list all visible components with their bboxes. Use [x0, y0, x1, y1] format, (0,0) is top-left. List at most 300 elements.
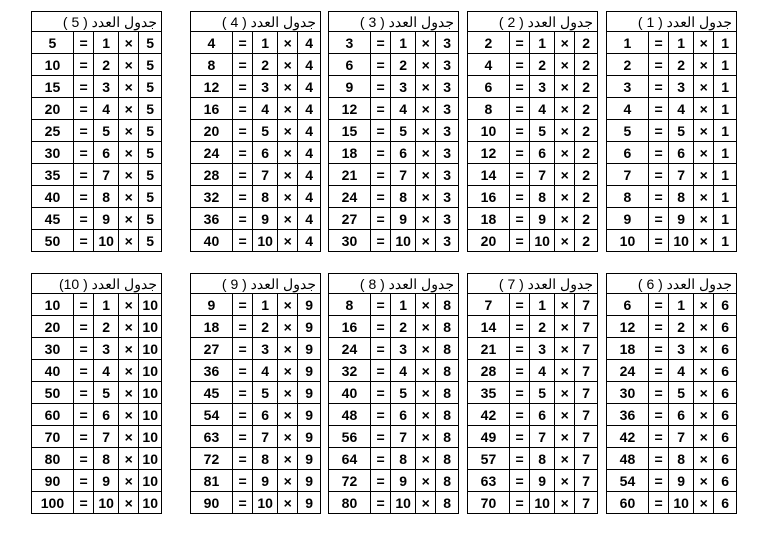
times-cell: × [416, 360, 436, 382]
table-row [468, 142, 598, 164]
multiplier-cell: 3 [530, 76, 555, 98]
table-title [607, 274, 737, 294]
multiplier-cell: 8 [669, 448, 694, 470]
product-cell: 20 [32, 316, 74, 338]
table-row [468, 316, 598, 338]
table-row [32, 230, 162, 252]
times-cell: × [416, 492, 436, 514]
equals-cell: = [370, 164, 390, 186]
equals-cell: = [509, 32, 529, 54]
base-number-cell: 1 [714, 186, 737, 208]
multiplier-cell: 8 [391, 448, 416, 470]
equals-cell: = [232, 142, 252, 164]
equals-cell: = [370, 426, 390, 448]
product-cell: 12 [191, 76, 233, 98]
times-cell: × [694, 426, 714, 448]
times-cell: × [278, 382, 298, 404]
times-cell: × [416, 120, 436, 142]
equals-cell: = [232, 76, 252, 98]
times-cell: × [555, 316, 575, 338]
equals-cell: = [232, 208, 252, 230]
times-cell: × [694, 208, 714, 230]
times-cell: × [119, 316, 139, 338]
table-row [468, 76, 598, 98]
equals-cell: = [370, 32, 390, 54]
product-cell: 20 [468, 230, 510, 252]
times-cell: × [416, 32, 436, 54]
multiplier-cell: 4 [253, 360, 278, 382]
base-number-cell: 8 [436, 448, 459, 470]
base-number-cell: 1 [714, 76, 737, 98]
table-row [191, 98, 321, 120]
times-cell: × [278, 404, 298, 426]
multiplier-cell: 8 [94, 448, 119, 470]
base-number-cell: 3 [436, 76, 459, 98]
equals-cell: = [370, 54, 390, 76]
multiplier-cell: 1 [669, 32, 694, 54]
table-2 [467, 11, 598, 252]
product-cell: 45 [191, 382, 233, 404]
product-cell: 16 [191, 98, 233, 120]
table-title-number: ( 4 ) [221, 13, 247, 30]
table-header-row [329, 12, 459, 32]
table-title-label: جدول العدد [388, 13, 454, 30]
base-number-cell: 1 [714, 98, 737, 120]
table-row [32, 142, 162, 164]
table-row [32, 448, 162, 470]
table-header-row [468, 274, 598, 294]
table-row [329, 142, 459, 164]
table-10 [31, 273, 162, 514]
product-cell: 14 [468, 164, 510, 186]
times-cell: × [416, 186, 436, 208]
base-number-cell: 2 [575, 208, 598, 230]
equals-cell: = [370, 338, 390, 360]
times-cell: × [119, 164, 139, 186]
base-number-cell: 4 [298, 230, 321, 252]
multiplier-cell: 4 [530, 360, 555, 382]
table-header-row [607, 274, 737, 294]
base-number-cell: 9 [298, 294, 321, 316]
table-row [607, 404, 737, 426]
times-cell: × [694, 54, 714, 76]
times-cell: × [278, 164, 298, 186]
product-cell: 50 [32, 230, 74, 252]
product-cell: 16 [468, 186, 510, 208]
table-title-number: ( 1 ) [637, 13, 663, 30]
multiplier-cell: 5 [253, 382, 278, 404]
equals-cell: = [370, 448, 390, 470]
product-cell: 63 [191, 426, 233, 448]
product-cell: 7 [468, 294, 510, 316]
table-row [191, 186, 321, 208]
equals-cell: = [370, 316, 390, 338]
product-cell: 5 [607, 120, 649, 142]
table-title [191, 12, 321, 32]
base-number-cell: 7 [575, 316, 598, 338]
equals-cell: = [370, 294, 390, 316]
base-number-cell: 4 [298, 54, 321, 76]
table-row [191, 120, 321, 142]
base-number-cell: 4 [298, 76, 321, 98]
table-row [329, 54, 459, 76]
base-number-cell: 8 [436, 360, 459, 382]
table-row [607, 230, 737, 252]
product-cell: 56 [329, 426, 371, 448]
table-title-label: جدول العدد [250, 13, 316, 30]
table-title-number: ( 5 ) [62, 13, 88, 30]
multiplier-cell: 7 [669, 164, 694, 186]
times-cell: × [416, 294, 436, 316]
times-cell: × [555, 208, 575, 230]
multiplier-cell: 7 [530, 164, 555, 186]
product-cell: 6 [468, 76, 510, 98]
times-cell: × [416, 208, 436, 230]
equals-cell: = [509, 186, 529, 208]
table-row [191, 338, 321, 360]
base-number-cell: 10 [139, 338, 162, 360]
product-cell: 27 [329, 208, 371, 230]
product-cell: 24 [329, 186, 371, 208]
product-cell: 80 [329, 492, 371, 514]
table-row [32, 492, 162, 514]
table-title-number: ( 9 ) [221, 275, 247, 292]
base-number-cell: 9 [298, 426, 321, 448]
base-number-cell: 9 [298, 492, 321, 514]
base-number-cell: 4 [298, 208, 321, 230]
base-number-cell: 10 [139, 470, 162, 492]
product-cell: 60 [607, 492, 649, 514]
equals-cell: = [370, 492, 390, 514]
multiplier-cell: 5 [530, 382, 555, 404]
base-number-cell: 1 [714, 142, 737, 164]
product-cell: 10 [607, 230, 649, 252]
base-number-cell: 9 [298, 404, 321, 426]
equals-cell: = [648, 360, 668, 382]
times-cell: × [416, 164, 436, 186]
table-row [607, 294, 737, 316]
equals-cell: = [73, 54, 93, 76]
equals-cell: = [232, 120, 252, 142]
product-cell: 45 [32, 208, 74, 230]
base-number-cell: 6 [714, 338, 737, 360]
table-row [607, 186, 737, 208]
base-number-cell: 5 [139, 208, 162, 230]
product-cell: 10 [32, 294, 74, 316]
multiplier-cell: 10 [253, 492, 278, 514]
times-cell: × [278, 294, 298, 316]
product-cell: 35 [32, 164, 74, 186]
multiplier-cell: 5 [391, 120, 416, 142]
times-cell: × [555, 470, 575, 492]
times-cell: × [119, 448, 139, 470]
product-cell: 90 [191, 492, 233, 514]
multiplier-cell: 10 [669, 230, 694, 252]
product-cell: 30 [329, 230, 371, 252]
equals-cell: = [73, 208, 93, 230]
table-row [329, 76, 459, 98]
product-cell: 10 [468, 120, 510, 142]
table-row [607, 360, 737, 382]
product-cell: 20 [32, 98, 74, 120]
multiplier-cell: 2 [391, 316, 416, 338]
multiplier-cell: 6 [94, 142, 119, 164]
multiplier-cell: 10 [669, 492, 694, 514]
table-row [607, 164, 737, 186]
times-cell: × [119, 360, 139, 382]
times-cell: × [119, 404, 139, 426]
table-row [191, 230, 321, 252]
product-cell: 40 [191, 230, 233, 252]
base-number-cell: 4 [298, 32, 321, 54]
table-row [607, 382, 737, 404]
times-cell: × [416, 76, 436, 98]
product-cell: 6 [607, 294, 649, 316]
table-row [329, 492, 459, 514]
equals-cell: = [648, 294, 668, 316]
table-row [191, 142, 321, 164]
base-number-cell: 5 [139, 120, 162, 142]
table-row [191, 404, 321, 426]
times-cell: × [555, 32, 575, 54]
times-cell: × [119, 208, 139, 230]
table-row [607, 208, 737, 230]
table-row [468, 54, 598, 76]
times-cell: × [119, 142, 139, 164]
table-row [329, 294, 459, 316]
table-row [329, 382, 459, 404]
product-cell: 81 [191, 470, 233, 492]
base-number-cell: 6 [714, 404, 737, 426]
base-number-cell: 2 [575, 230, 598, 252]
table-row [329, 98, 459, 120]
multiplier-cell: 1 [530, 294, 555, 316]
table-row [468, 208, 598, 230]
equals-cell: = [509, 294, 529, 316]
multiplier-cell: 3 [391, 338, 416, 360]
table-row [32, 404, 162, 426]
table-row [32, 316, 162, 338]
table-row [191, 294, 321, 316]
table-row [468, 492, 598, 514]
table-row [32, 470, 162, 492]
product-cell: 6 [607, 142, 649, 164]
table-title-label: جدول العدد [388, 275, 454, 292]
base-number-cell: 1 [714, 230, 737, 252]
table-row [329, 426, 459, 448]
product-cell: 36 [607, 404, 649, 426]
base-number-cell: 10 [139, 492, 162, 514]
table-row [329, 448, 459, 470]
multiplier-cell: 1 [530, 32, 555, 54]
multiplier-cell: 9 [253, 470, 278, 492]
multiplier-cell: 2 [391, 54, 416, 76]
base-number-cell: 2 [575, 164, 598, 186]
times-cell: × [416, 142, 436, 164]
multiplier-cell: 9 [669, 208, 694, 230]
product-cell: 49 [468, 426, 510, 448]
times-cell: × [278, 316, 298, 338]
base-number-cell: 5 [139, 98, 162, 120]
equals-cell: = [232, 492, 252, 514]
base-number-cell: 9 [298, 316, 321, 338]
table-9 [190, 273, 321, 514]
product-cell: 10 [32, 54, 74, 76]
product-cell: 42 [468, 404, 510, 426]
table-row [468, 32, 598, 54]
table-row [191, 54, 321, 76]
product-cell: 4 [191, 32, 233, 54]
times-cell: × [694, 164, 714, 186]
product-cell: 12 [329, 98, 371, 120]
equals-cell: = [370, 76, 390, 98]
equals-cell: = [648, 426, 668, 448]
table-row [607, 338, 737, 360]
base-number-cell: 8 [436, 404, 459, 426]
product-cell: 70 [468, 492, 510, 514]
base-number-cell: 2 [575, 186, 598, 208]
base-number-cell: 1 [714, 54, 737, 76]
times-cell: × [694, 32, 714, 54]
product-cell: 18 [468, 208, 510, 230]
table-row [468, 448, 598, 470]
times-cell: × [416, 382, 436, 404]
product-cell: 12 [607, 316, 649, 338]
product-cell: 90 [32, 470, 74, 492]
base-number-cell: 4 [298, 98, 321, 120]
equals-cell: = [648, 164, 668, 186]
times-cell: × [119, 338, 139, 360]
multiplier-cell: 3 [391, 76, 416, 98]
table-row [468, 164, 598, 186]
times-cell: × [416, 230, 436, 252]
equals-cell: = [648, 76, 668, 98]
product-cell: 8 [607, 186, 649, 208]
equals-cell: = [232, 316, 252, 338]
multiplier-cell: 8 [253, 186, 278, 208]
base-number-cell: 9 [298, 470, 321, 492]
equals-cell: = [73, 338, 93, 360]
table-row [32, 32, 162, 54]
equals-cell: = [648, 54, 668, 76]
product-cell: 60 [32, 404, 74, 426]
base-number-cell: 6 [714, 492, 737, 514]
base-number-cell: 8 [436, 382, 459, 404]
table-title-label: جدول العدد [666, 13, 732, 30]
multiplier-cell: 7 [253, 426, 278, 448]
table-row [329, 338, 459, 360]
base-number-cell: 7 [575, 338, 598, 360]
table-row [191, 360, 321, 382]
table-row [32, 426, 162, 448]
table-row [468, 426, 598, 448]
base-number-cell: 9 [298, 338, 321, 360]
table-row [468, 382, 598, 404]
multiplier-cell: 5 [94, 382, 119, 404]
base-number-cell: 6 [714, 426, 737, 448]
times-cell: × [555, 230, 575, 252]
table-row [468, 120, 598, 142]
table-row [329, 360, 459, 382]
product-cell: 28 [468, 360, 510, 382]
product-cell: 32 [329, 360, 371, 382]
times-cell: × [694, 98, 714, 120]
table-title-number: ( 8 ) [359, 275, 385, 292]
multiplier-cell: 3 [94, 338, 119, 360]
times-cell: × [694, 230, 714, 252]
times-cell: × [278, 54, 298, 76]
product-cell: 27 [191, 338, 233, 360]
product-cell: 40 [329, 382, 371, 404]
times-cell: × [119, 426, 139, 448]
table-title-number: ( 7 ) [498, 275, 524, 292]
product-cell: 2 [607, 54, 649, 76]
base-number-cell: 2 [575, 32, 598, 54]
equals-cell: = [232, 32, 252, 54]
product-cell: 63 [468, 470, 510, 492]
table-row [607, 32, 737, 54]
times-cell: × [555, 142, 575, 164]
product-cell: 2 [468, 32, 510, 54]
multiplier-cell: 6 [669, 404, 694, 426]
multiplier-cell: 6 [253, 142, 278, 164]
equals-cell: = [73, 120, 93, 142]
equals-cell: = [232, 54, 252, 76]
base-number-cell: 7 [575, 360, 598, 382]
base-number-cell: 10 [139, 360, 162, 382]
equals-cell: = [509, 208, 529, 230]
times-cell: × [555, 338, 575, 360]
times-cell: × [555, 360, 575, 382]
product-cell: 32 [191, 186, 233, 208]
equals-cell: = [232, 98, 252, 120]
base-number-cell: 7 [575, 448, 598, 470]
multiplier-cell: 8 [530, 448, 555, 470]
product-cell: 36 [191, 208, 233, 230]
table-row [468, 98, 598, 120]
base-number-cell: 2 [575, 120, 598, 142]
product-cell: 18 [191, 316, 233, 338]
table-row [607, 426, 737, 448]
base-number-cell: 3 [436, 98, 459, 120]
times-cell: × [555, 164, 575, 186]
multiplier-cell: 6 [530, 404, 555, 426]
multiplier-cell: 10 [391, 492, 416, 514]
product-cell: 1 [607, 32, 649, 54]
base-number-cell: 5 [139, 76, 162, 98]
times-cell: × [694, 382, 714, 404]
table-row [32, 186, 162, 208]
product-cell: 24 [329, 338, 371, 360]
equals-cell: = [648, 120, 668, 142]
multiplier-cell: 2 [253, 316, 278, 338]
multiplier-cell: 2 [94, 54, 119, 76]
multiplier-cell: 7 [94, 164, 119, 186]
equals-cell: = [648, 98, 668, 120]
equals-cell: = [232, 426, 252, 448]
multiplier-cell: 3 [530, 338, 555, 360]
times-cell: × [416, 426, 436, 448]
product-cell: 40 [32, 186, 74, 208]
product-cell: 42 [607, 426, 649, 448]
table-title [329, 274, 459, 294]
equals-cell: = [370, 360, 390, 382]
times-cell: × [694, 294, 714, 316]
times-cell: × [278, 120, 298, 142]
table-header-row [32, 274, 162, 294]
base-number-cell: 6 [714, 360, 737, 382]
times-cell: × [119, 382, 139, 404]
